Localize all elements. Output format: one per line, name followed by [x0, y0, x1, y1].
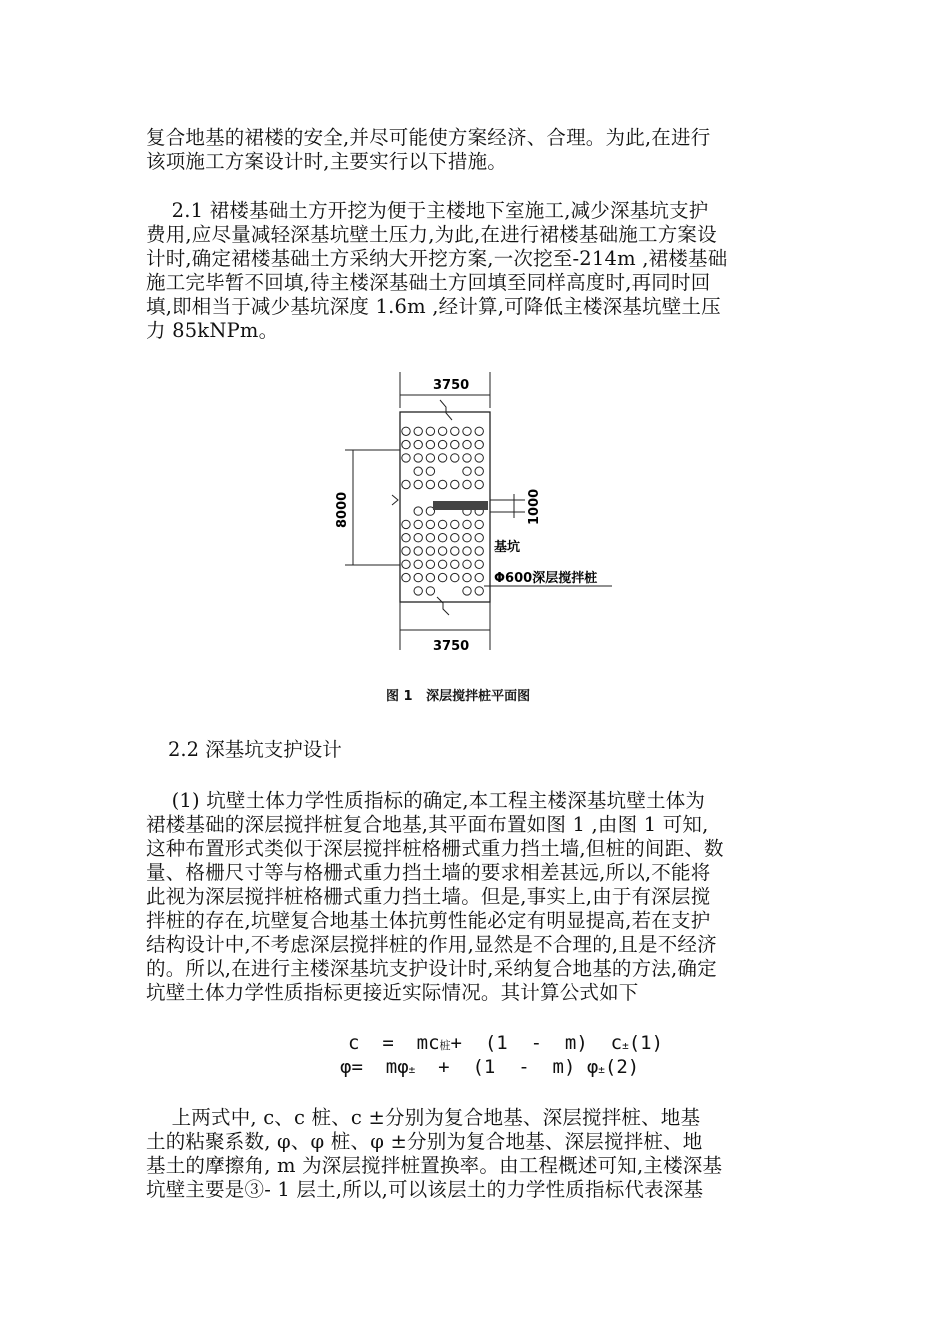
pile-circle: [451, 560, 459, 568]
pile-circle: [438, 427, 446, 435]
pile-circle: [426, 440, 434, 448]
pile-circle: [402, 440, 410, 448]
paragraph-line: (1) 坑壁土体力学性质指标的确定,本工程主楼深基坑壁土体为: [146, 789, 706, 812]
pile-circle: [438, 547, 446, 555]
dim-right-label: 1000: [527, 488, 542, 525]
paragraph-line: 费用,应尽量减轻深基坑壁土压力,为此,在进行裙楼基础施工方案设: [146, 223, 717, 246]
pile-circle: [451, 534, 459, 542]
pile-circle: [475, 454, 483, 462]
pile-circle: [414, 454, 422, 462]
pile-circle: [451, 573, 459, 581]
pile-circle: [426, 560, 434, 568]
pile-circle: [426, 587, 434, 595]
pile-circle: [414, 547, 422, 555]
paragraph-line: 的。所以,在进行主楼深基坑支护设计时,采纳复合地基的方法,确定: [146, 957, 717, 980]
pile-label: Φ600深层搅拌桩: [494, 571, 598, 586]
pile-circle: [402, 573, 410, 581]
paragraph-line: 土的粘聚系数, φ、φ 桩、φ ±分别为复合地基、深层搅拌桩、地: [146, 1130, 703, 1153]
pile-circle: [426, 480, 434, 488]
paragraph-line: 裙楼基础的深层搅拌桩复合地基,其平面布置如图 1 ,由图 1 可知,: [146, 813, 709, 836]
pile-circle: [438, 520, 446, 528]
pile-circle: [475, 520, 483, 528]
pile-circle: [475, 587, 483, 595]
pile-circle: [426, 427, 434, 435]
dim-top-label: 3750: [433, 378, 470, 393]
paragraph-line: 坑壁土体力学性质指标更接近实际情况。其计算公式如下: [146, 981, 639, 1004]
pile-circle: [426, 467, 434, 475]
pile-circle: [414, 587, 422, 595]
pile-circle: [475, 560, 483, 568]
pile-circle: [426, 454, 434, 462]
pile-circle: [463, 427, 471, 435]
paragraph-line: 复合地基的裙楼的安全,并尽可能使方案经济、合理。为此,在进行: [146, 126, 711, 149]
pile-circle: [414, 573, 422, 581]
pile-circle: [402, 547, 410, 555]
formula-1: c = mc桩+ (1 - m) c±(1): [348, 1032, 664, 1054]
pile-circle: [414, 560, 422, 568]
pile-circle: [414, 507, 422, 515]
pile-circle: [463, 573, 471, 581]
pile-circle: [402, 427, 410, 435]
pile-circle: [463, 454, 471, 462]
pile-circle: [414, 440, 422, 448]
pile-circle: [426, 520, 434, 528]
pile-circle: [463, 587, 471, 595]
pile-circle: [438, 534, 446, 542]
pile-grid: [402, 427, 484, 595]
pile-circle: [438, 560, 446, 568]
pile-circle: [414, 534, 422, 542]
pile-circle: [414, 520, 422, 528]
pile-circle: [414, 427, 422, 435]
pile-circle: [463, 520, 471, 528]
pile-circle: [414, 467, 422, 475]
paragraph-line: 计时,确定裙楼基础土方采纳大开挖方案,一次挖至-214m ,裙楼基础: [146, 247, 728, 270]
pile-circle: [475, 480, 483, 488]
pile-circle: [438, 573, 446, 581]
figure-caption: 图 1 深层搅拌桩平面图: [386, 689, 531, 704]
paragraph-line: 力 85kNPm。: [146, 319, 279, 342]
pile-circle: [475, 534, 483, 542]
paragraph-line: 量、格栅尺寸等与格栅式重力挡土墙的要求相差甚远,所以,不能将: [146, 861, 711, 884]
pile-circle: [402, 560, 410, 568]
pile-circle: [438, 454, 446, 462]
pile-circle: [402, 520, 410, 528]
paragraph-line: 2.1 裙楼基础土方开挖为便于主楼地下室施工,减少深基坑支护: [146, 199, 709, 222]
pile-circle: [475, 467, 483, 475]
pile-circle: [451, 427, 459, 435]
pile-circle: [463, 440, 471, 448]
pile-circle: [451, 440, 459, 448]
pile-layout-figure: [330, 372, 630, 672]
paragraph-line: 该项施工方案设计时,主要实行以下措施。: [146, 150, 507, 173]
pile-circle: [475, 440, 483, 448]
pile-circle: [451, 547, 459, 555]
pile-circle: [438, 440, 446, 448]
paragraph-line: 施工完毕暂不回填,待主楼深基础土方回填至同样高度时,再同时回: [146, 271, 711, 294]
pile-circle: [451, 454, 459, 462]
pile-circle: [463, 547, 471, 555]
dim-left-label: 8000: [335, 491, 350, 528]
formula-2: φ= mφ± + (1 - m) φ±(2): [340, 1056, 640, 1078]
pile-circle: [463, 467, 471, 475]
hatched-beam: [433, 501, 488, 510]
pile-circle: [426, 573, 434, 581]
paragraph-line: 基土的摩擦角, m 为深层搅拌桩置换率。由工程概述可知,主楼深基: [146, 1154, 723, 1177]
pile-circle: [451, 520, 459, 528]
pile-circle: [475, 427, 483, 435]
pile-circle: [475, 573, 483, 581]
pit-label: 基坑: [494, 540, 521, 555]
pile-circle: [438, 480, 446, 488]
pile-circle: [402, 534, 410, 542]
dim-bottom-label: 3750: [433, 639, 470, 654]
pile-circle: [463, 480, 471, 488]
section-heading: 2.2 深基坑支护设计: [168, 738, 342, 761]
paragraph-line: 结构设计中,不考虑深层搅拌桩的作用,显然是不合理的,且是不经济: [146, 933, 717, 956]
pile-circle: [475, 547, 483, 555]
paragraph-line: 此视为深层搅拌桩格栅式重力挡土墙。但是,事实上,由于有深层搅: [146, 885, 711, 908]
paragraph-line: 填,即相当于减少基坑深度 1.6m ,经计算,可降低主楼深基坑壁土压: [146, 295, 721, 318]
pile-circle: [426, 547, 434, 555]
pile-circle: [414, 480, 422, 488]
pile-circle: [451, 480, 459, 488]
pile-circle: [402, 454, 410, 462]
pile-circle: [402, 480, 410, 488]
pile-circle: [463, 560, 471, 568]
paragraph-line: 坑壁主要是③- 1 层土,所以,可以该层土的力学性质指标代表深基: [146, 1178, 704, 1201]
pile-circle: [426, 534, 434, 542]
paragraph-line: 这种布置形式类似于深层搅拌桩格栅式重力挡土墙,但桩的间距、数: [146, 837, 724, 860]
pile-circle: [463, 534, 471, 542]
paragraph-line: 上两式中, c、c 桩、c ±分别为复合地基、深层搅拌桩、地基: [146, 1106, 701, 1129]
paragraph-line: 拌桩的存在,坑壁复合地基土体抗剪性能必定有明显提高,若在支护: [146, 909, 711, 932]
